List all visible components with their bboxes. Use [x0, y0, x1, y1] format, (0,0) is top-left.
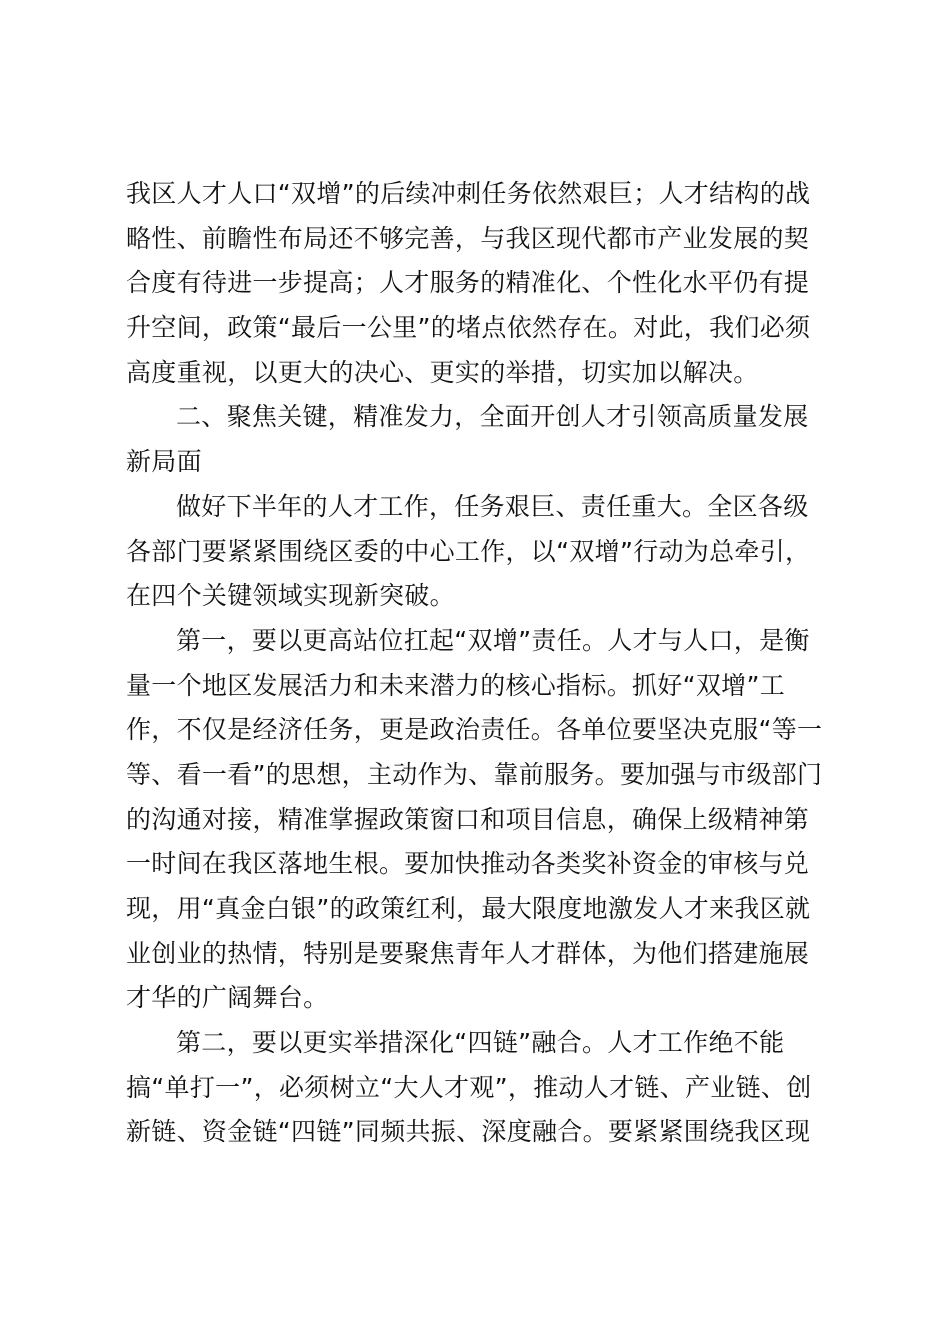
text-line-5: 高度重视，以更大的决心、更实的举措，切实加以解决。	[126, 357, 759, 387]
document-body	[126, 172, 826, 1155]
text-line-16: 一时间在我区落地生根。要加快推动各类奖补资金的审核与兑	[126, 849, 810, 879]
text-line-2: 略性、前瞻性布局还不够完善，与我区现代都市产业发展的契	[126, 223, 810, 253]
text-line-8: 做好下半年的人才工作，任务艰巨、责任重大。全区各级	[176, 491, 809, 521]
text-line-18: 业创业的热情，特别是要聚焦青年人才群体，为他们搭建施展	[126, 938, 810, 968]
text-line-17: 现，用“真金白银”的政策红利，最大限度地激发人才来我区就	[126, 894, 811, 923]
text-line-1: 我区人才人口“双增”的后续冲刺任务依然艰巨；人才结构的战	[126, 179, 811, 208]
section-heading-2: 二、聚焦关键，精准发力，全面开创人才引领高质量发展	[176, 402, 809, 432]
text-line-13: 作，不仅是经济任务，更是政治责任。各单位要坚决克服“等一	[126, 715, 823, 745]
text-line-15: 的沟通对接，精准掌握政策窗口和项目信息，确保上级精神第	[126, 804, 810, 834]
text-line-20: 第二，要以更实举措深化“四链”融合。人才工作绝不能	[176, 1028, 785, 1058]
text-line-9: 各部门要紧紧围绕区委的中心工作，以“双增”行动为总牵引，	[126, 536, 811, 566]
text-line-22: 新链、资金链“四链”同频共振、深度融合。要紧紧围绕我区现	[126, 1117, 811, 1147]
text-line-21: 搞“单打一”，必须树立“大人才观”，推动人才链、产业链、创	[126, 1072, 812, 1102]
text-line-10: 在四个关键领域实现新突破。	[126, 581, 455, 611]
section-heading-2-cont: 新局面	[126, 447, 202, 477]
text-line-3: 合度有待进一步提高；人才服务的精准化、个性化水平仍有提	[126, 268, 810, 298]
text-line-14: 等、看一看”的思想，主动作为、靠前服务。要加强与市级部门	[126, 759, 823, 789]
text-line-12: 量一个地区发展活力和未来潜力的核心指标。抓好“双增”工	[126, 670, 786, 700]
text-line-11: 第一，要以更高站位扛起“双增”责任。人才与人口，是衡	[176, 625, 810, 655]
text-line-19: 才华的广阔舞台。	[126, 983, 329, 1013]
text-line-4: 升空间，政策“最后一公里”的堵点依然存在。对此，我们必须	[126, 313, 811, 343]
